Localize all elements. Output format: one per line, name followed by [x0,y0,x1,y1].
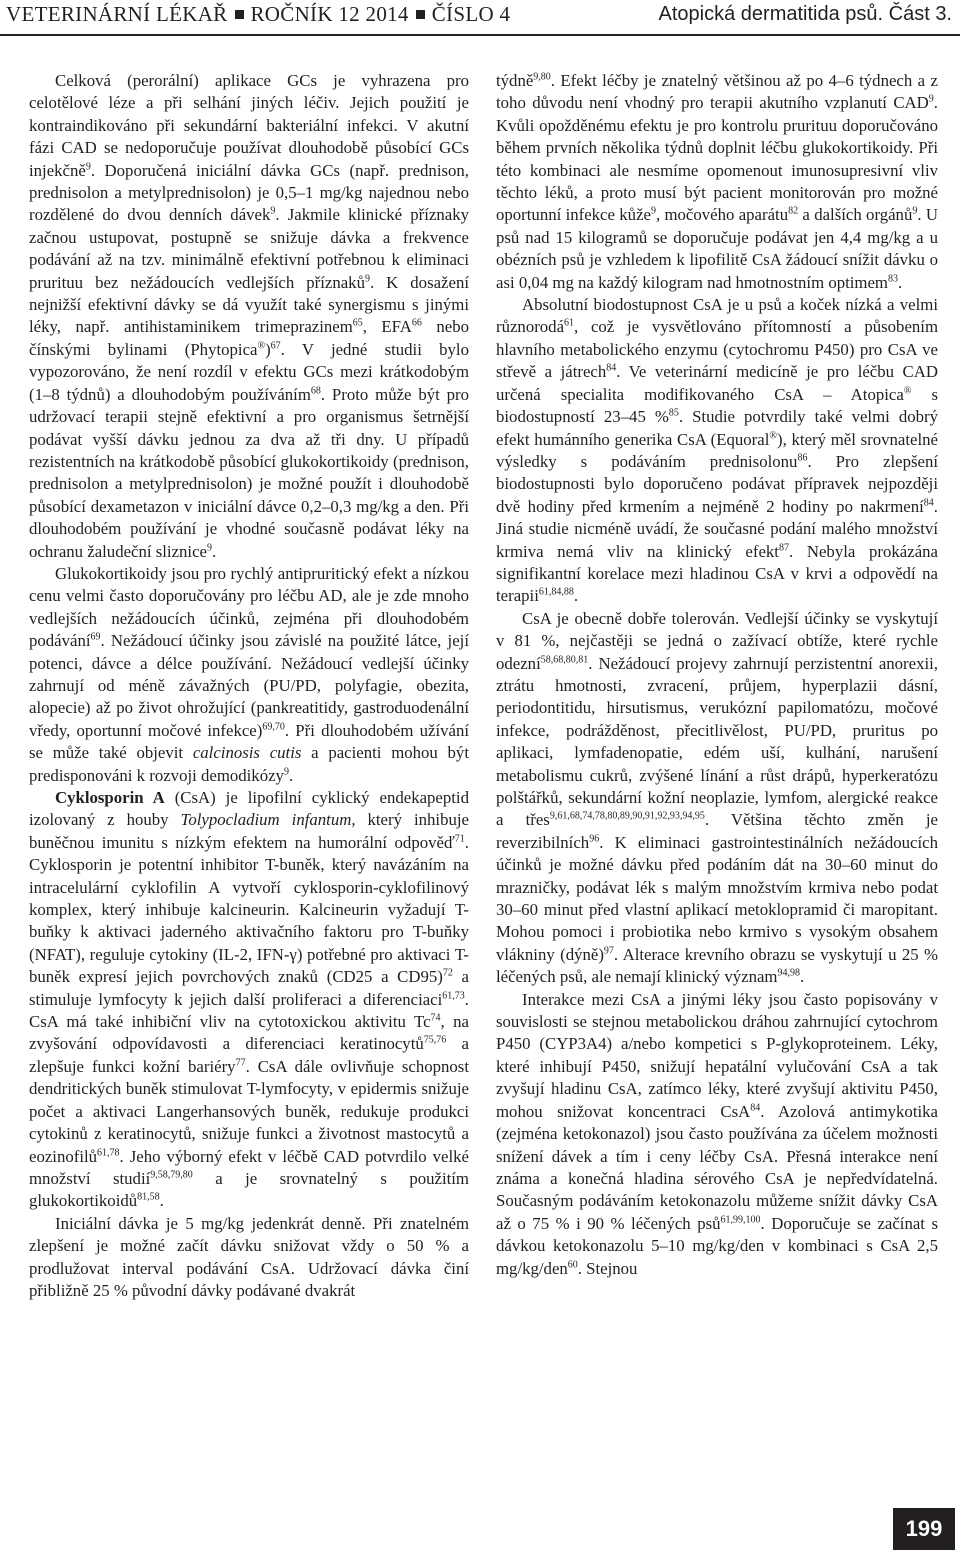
text-run: , močového aparátu [655,205,789,225]
text-run: . Jeho výborný efekt v léčbě CAD potvrdilo velké množství studií [29,1146,469,1188]
reference-superscript: 61,84,88 [538,586,574,598]
text-run: . Kvůli opožděnému efektu je pro kontrolu prurituu doporučováno během prvních několika týdnů doplnit léčbu glukokortikoidy. Při této kombinaci ale nesmíme opomenout imunosupresivní vliv těchto léků, a proto musí být pacient monitorován pro možné oportunní infekce kůže [496,93,938,225]
text-run: Absolutní biodostupnost CsA je u psů a koček nízká a velmi různorodá [496,295,938,337]
text-run: . Cyklosporin je potentní inhibitor T-buněk, který navázáním na intracelulární cyklofilin A vytvoří cyklosporin-cyklofilinový komplex, který inhibuje kalcineurin. Kalcineurin vyžadují T-buňky k aktivaci jaderného aktivačního faktoru pro T-buňky (NFAT), reguluje cytokiny (IL-2, IFN-γ) potřebné pro aktivaci T-buněk expresí jejich povrchových znaků (CD25 a CD95) [29,832,469,987]
running-header [0,0,960,36]
text-run: . Doporučuje se začínat s dávkou ketokonazolu 5–10 mg/kg/den v kombinaci s CsA 2,5 mg/kg/den [496,1213,938,1278]
text-run: . K eliminaci gastrointestinálních nežádoucích účinků je možné dávku před podáním dát na 30–60 minut do mrazničky, podávat lék s malým množstvím krmiva nebo podat 30–60 minut před vlastní aplikací metoklopramid či maropitant. Mohou pomoci i probiotika nebo krmivo s vysokým obsahem vlákniny (dýně) [496,832,938,964]
reference-superscript: 9 [928,93,934,105]
text-run: . V jedné studii bylo vypozorováno, že není rozdíl v efektu GCs mezi krátkodobým (1–8 týdnů) a dlouhodobým používáním [29,339,469,404]
paragraph [496,989,938,1280]
page-number: 199 [893,1508,955,1550]
reference-superscript: ® [257,340,266,352]
text-run: . CsA má také inhibiční vliv na cytotoxickou aktivitu Tc [29,989,469,1032]
reference-superscript: 9,80 [533,71,551,83]
journal-issue: ČÍSLO 4 [431,2,511,26]
reference-superscript: 68 [310,385,321,397]
text-run: týdně [496,71,534,90]
text-run: , na zvyšování odpovídavosti a diferenciaci keratinocytů [29,1012,469,1054]
text-run: . [897,272,903,292]
paragraph [29,1213,469,1303]
reference-superscript: 81,58 [137,1191,160,1203]
reference-superscript: 66 [411,317,422,329]
reference-superscript: ® [769,429,777,441]
text-run: . [211,541,217,561]
paragraph [29,787,469,1213]
paragraph [496,70,938,294]
italic-term: Tolypocladium infantum [180,810,352,830]
reference-superscript: 9,61,68,74,78,80,89,90,91,92,93,94,95 [549,810,705,822]
text-run: nebo čínskými bylinami (Phytopica [29,317,469,359]
reference-superscript: 83 [887,273,898,285]
text-run: . Proto může být pro udržovací terapii stejně efektivní a pro organismus šetrnější podávat vyšší dávku jednou za dva až tři dny. U případů rezistentních na krátkodobě působící glukokortikoidy (prednison, prednisolon a metylprednisolon) je možné použít i dlouhodobě působící dexametazon v iniciální dávce 0,2–0,3 mg/kg a den. Při dlouhodobém používání je vhodné současně podávat léky na ochranu žaludeční sliznice [29,384,470,561]
reference-superscript: 61,78 [97,1146,120,1158]
italic-term: calcinosis cutis [192,743,302,763]
reference-superscript: 9 [270,205,276,217]
text-run: , EFA [362,317,412,337]
text-run: . [159,1191,164,1211]
text-run: . Při dlouhodobém užívání se může také objevit [29,720,470,763]
journal-info [6,2,510,27]
reference-superscript: 94,98 [777,967,800,979]
reference-superscript: 69,70 [262,721,285,733]
text-run: s biodostupností 23–45 % [496,384,938,427]
bold-term: Cyklosporin A [55,788,165,807]
reference-superscript: 97 [603,945,614,957]
text-run: a zlepšuje funkci kožní bariéry [29,1034,469,1076]
journal-name: VETERINÁRNÍ LÉKAŘ [6,2,228,26]
text-run: . [799,967,805,987]
text-run: Celková (perorální) aplikace GCs je vyhrazena pro celotělové léze a při selhání jiných léčiv. Jejich použití je kontraindikováno při sekundární bakteriální infekci. V akutní fázi CAD se nedoporučuje používat dlouhodobě působící GCs injekčně [29,71,469,180]
text-run: ), který měl srovnatelné výsledky s podáváním prednisolonu [496,429,938,471]
text-run: , což je vysvětlováno přítomností a působením hlavního metabolického enzymu (cytochromu P450) pro CsA ve střevě a játrech [496,317,938,382]
text-run: Glukokortikoidy jsou pro rychlý antipruritický efekt a nízkou cenu velmi často doporučovány pro léčbu AD, ale je zde mnoho vedlejších nežádoucích účinků, zejména při dlouhodobém podávání [29,563,469,651]
paragraph [496,608,938,989]
text-run: ) [265,339,271,359]
reference-superscript: 9 [283,766,289,777]
reference-superscript: 9 [650,205,656,217]
square-bullet-icon [416,10,425,19]
text-run: (CsA) je lipofilní cyklický endekapeptid izolovaný z houby [29,788,469,830]
reference-superscript: 67 [270,340,281,352]
text-run: , který inhibuje buněčnou imunitu s nízkým efektem na humorální odpověď [29,810,469,852]
text-run: Interakce mezi CsA a jinými léky jsou často popisovány v souvislosti se stejnou metabolickou dráhou zahrnující cytochrom P450 (CYP3A4) a/nebo kompetici s P-glykoproteinem. Léky, které inhibují P450, snižují hepatální vylučování CsA a tak zvyšují hladinu CsA, zatímco léky, které zvyšují aktivitu P450, mohou snižovat koncentraci CsA [496,989,938,1121]
reference-superscript: 61,73 [442,990,465,1002]
text-run: . Efekt léčby je znatelný většinou až po 4–6 týdnech a z toho důvodu není vhodný pro terapii akutního vzplanutí CAD [496,71,938,113]
reference-superscript: 82 [788,205,799,217]
journal-year: 2014 [365,2,409,26]
right-column [496,70,938,1280]
text-run: . CsA dále ovlivňuje schopnost dendritických buněk stimulovat T-lymfocyty, v epidermis snižuje počet a aktivaci Langerhansových buněk, redukuje produkci cytokinů z keratinocytů, snižuje funkci a životnost mastocytů a eozinofilů [29,1056,469,1166]
reference-superscript: 65 [352,317,363,329]
text-run: . Pro zlepšení biodostupnosti bylo doporučeno podávat přípravek nejpozději dvě hodiny před krmením a nejméně 2 hodiny po nakrmení [496,451,938,516]
text-run: . Ve veterinární medicíně je pro léčbu CAD určená specialita modifikovaného CsA – Atopica [496,362,938,404]
paragraph [496,294,938,608]
paragraph [29,563,469,787]
text-run: . [573,586,579,606]
reference-superscript: 71 [454,833,465,845]
reference-superscript: 9 [364,273,370,285]
text-run: . Nežádoucí projevy zahrnují perzistentní anorexii, ztrátu hmotnosti, zvracení, průjem, hyperplazii dásní, periodontitidu, hirsutismus, verukózní papilomatózu, močové infekce, podrážděnost, přecitlivělost, PU/PD, pruritus po aplikaci, lymfadenopatie, edém uší, kulhání, narušení metabolismu cukrů, zvýšené línání a růst drápů, hyperkeratózu polštářků, sekundární kožní neoplazie, lymfom, alergické reakce a třes [496,653,938,830]
reference-superscript: 72 [442,967,453,979]
reference-superscript: 84 [750,1102,761,1114]
square-bullet-icon [235,10,244,19]
text-run: a pacienti mohou být predisponováni k rozvoji demodikózy [29,743,469,785]
text-run: . Alterace krevního obrazu se vyskytují u 25 % léčených psů, ale nemají klinický význam [496,944,939,987]
journal-volume: ROČNÍK 12 [250,2,360,26]
text-run: . Azolová antimykotika (zejména ketokonazol) jsou často používána za účelem možnosti snížení dávek a tím i ceny léčby CsA. Přesná interakce není známa a konečná hladina sérového CsA je nepředvídatelná. Současným podáváním ketokonazolu můžeme snížit dávky CsA až o 75 % i 90 % léčených psů [496,1101,938,1233]
text-run: . K dosažení nejnižší efektivní dávky se dá využít také synergismu s jinými léky, např. antihistaminikem trimeprazinem [29,272,469,337]
text-run: . [288,765,294,785]
text-run: . Jakmile klinické příznaky začnou ustupovat, postupně se snižuje dávka a frekvence podávání až na tzv. minimálně efektivní potřebnou k eliminaci prurituu bez nežádoucích vedlejších příznaků [29,205,469,292]
text-run: . Nežádoucí účinky jsou závislé na použité látce, její potenci, dávce a délce používání. Nežádoucí vedlejší účinky zahrnují od méně závažných (PU/PD, polyfagie, obezita, alopecie) až po život ohrožující (pankreatitidy, gastroduodenální vředy, oportunní močové infekce) [29,631,469,740]
text-run: a dalších orgánů [798,205,913,225]
reference-superscript: 74 [430,1012,441,1024]
paragraph [29,70,469,563]
text-run: a je srovnatelný s použitím glukokortikoidů [29,1168,469,1211]
reference-superscript: 87 [778,541,789,553]
reference-superscript: 58,68,80,81 [540,653,589,665]
text-run: . Studie potvrdily také velmi dobrý efekt humánního generika CsA (Equoral [496,407,938,449]
reference-superscript: 75,76 [423,1034,447,1046]
reference-superscript: 61,99,100 [720,1214,761,1226]
left-column [29,70,469,1302]
reference-superscript: 77 [235,1057,246,1069]
reference-superscript: 84 [923,497,934,509]
reference-superscript: 60 [567,1258,578,1270]
text-run: a stimuluje lymfocyty k jejich další proliferaci a diferenciaci [29,967,469,1009]
text-run: . Většina těchto změn je reverzibilních [496,810,939,852]
reference-superscript: 9 [206,541,212,553]
reference-superscript: 9 [912,205,918,217]
text-run: . Jiná studie nicméně uvádí, že současné podání malého množství krmiva nemá vliv na klinický efekt [496,496,938,561]
reference-superscript: 85 [668,407,679,419]
reference-superscript: 69 [90,631,101,643]
reference-superscript: 61 [564,317,575,329]
text-run: . U psů nad 15 kilogramů se doporučuje podávat jen 4,4 mg/kg a u obézních psů je vzhledem k lipofilitě CsA žádoucí snížit dávku o asi 0,04 mg na každý kilogram nad hmotnostním optimem [496,205,938,292]
reference-superscript: 96 [589,833,600,845]
text-run: CsA je obecně dobře tolerován. Vedlejší účinky se vyskytují v 81 %, nejčastěji se jedná o zažívací obtíže, které rychle odezní [496,608,938,673]
text-run: . Stejnou [577,1258,638,1278]
text-run: Iniciální dávka je 5 mg/kg jedenkrát denně. Při znatelném zlepšení je možné začít dávku snižovat vždy o 50 % a prodlužovat interval podávání CsA. Udržovací dávka činí přibližně 25 % původní dávky podávané dvakrát [29,1213,469,1300]
reference-superscript: 84 [606,362,617,374]
reference-superscript: 86 [797,452,808,464]
article-title: Atopická dermatitida psů. Část 3. [658,3,952,25]
reference-superscript: 9 [85,161,91,173]
reference-superscript: ® [903,385,912,397]
reference-superscript: 9,58,79,80 [150,1169,193,1181]
text-run: . Nebyla prokázána signifikantní korelace mezi hladinou CsA v krvi a odpovědí na terapii [496,541,938,606]
text-run: . Doporučená iniciální dávka GCs (např. prednison, prednisolon a metylprednisolon) je 0,5–1 mg/kg najednou nebo rozdělené do dvou denních dávek [29,160,469,225]
